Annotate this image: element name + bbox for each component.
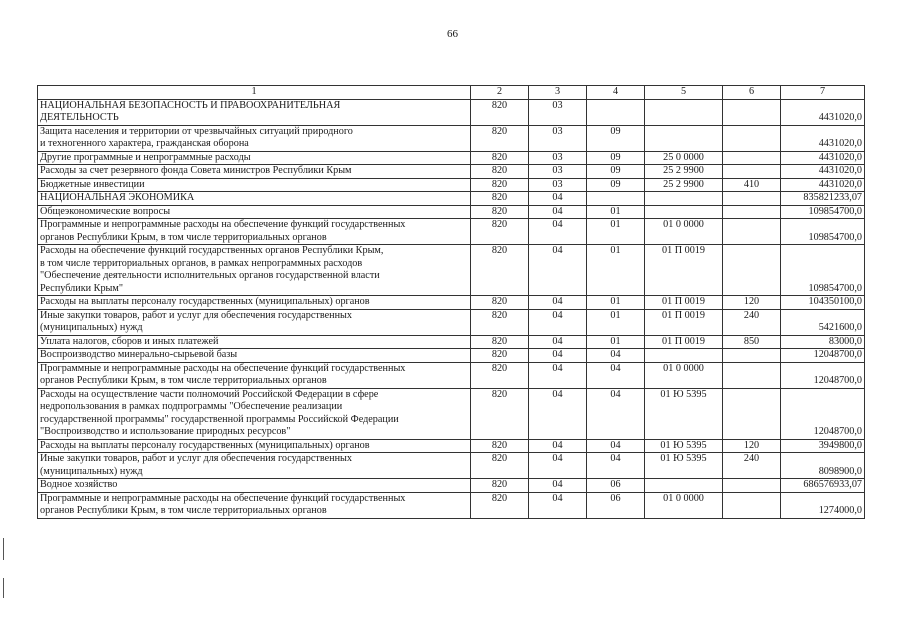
row-description: Водное хозяйство xyxy=(38,479,471,493)
row-ministry-code: 820 xyxy=(471,492,529,518)
scan-edge-mark xyxy=(3,538,4,560)
row-expense-type xyxy=(723,205,781,219)
row-target-code: 01 П 0019 xyxy=(645,309,723,335)
row-target-code xyxy=(645,205,723,219)
row-section-code: 04 xyxy=(529,479,587,493)
row-expense-type xyxy=(723,151,781,165)
row-expense-type xyxy=(723,245,781,296)
row-description: НАЦИОНАЛЬНАЯ БЕЗОПАСНОСТЬ И ПРАВООХРАНИТЕЛЬНАЯ ДЕЯТЕЛЬНОСТЬ xyxy=(38,99,471,125)
row-description: Программные и непрограммные расходы на обеспечение функций государственных органов Республики Крым, в том числе территориальных органов xyxy=(38,219,471,245)
row-description: Воспроизводство минерально-сырьевой базы xyxy=(38,349,471,363)
row-section-code: 04 xyxy=(529,219,587,245)
row-expense-type: 120 xyxy=(723,296,781,310)
table-row xyxy=(38,219,865,245)
row-expense-type xyxy=(723,492,781,518)
row-ministry-code: 820 xyxy=(471,362,529,388)
table-row xyxy=(38,492,865,518)
row-subsection-code: 01 xyxy=(587,296,645,310)
row-amount: 4431020,0 xyxy=(781,99,865,125)
row-ministry-code: 820 xyxy=(471,99,529,125)
row-target-code xyxy=(645,192,723,206)
row-target-code: 01 П 0019 xyxy=(645,245,723,296)
table-row xyxy=(38,165,865,179)
table-row xyxy=(38,178,865,192)
row-expense-type xyxy=(723,99,781,125)
row-amount: 686576933,07 xyxy=(781,479,865,493)
row-amount: 4431020,0 xyxy=(781,125,865,151)
row-amount: 1274000,0 xyxy=(781,492,865,518)
row-target-code: 01 0 0000 xyxy=(645,362,723,388)
row-section-code: 04 xyxy=(529,309,587,335)
row-section-code: 04 xyxy=(529,296,587,310)
row-subsection-code: 04 xyxy=(587,439,645,453)
row-ministry-code: 820 xyxy=(471,219,529,245)
row-amount: 4431020,0 xyxy=(781,178,865,192)
row-amount: 12048700,0 xyxy=(781,362,865,388)
row-target-code xyxy=(645,349,723,363)
table-row xyxy=(38,439,865,453)
header-cell: 2 xyxy=(471,86,529,100)
row-amount: 12048700,0 xyxy=(781,349,865,363)
row-section-code: 04 xyxy=(529,335,587,349)
row-target-code: 01 П 0019 xyxy=(645,296,723,310)
row-amount: 8098900,0 xyxy=(781,453,865,479)
row-target-code: 01 0 0000 xyxy=(645,492,723,518)
row-target-code: 01 Ю 5395 xyxy=(645,439,723,453)
row-subsection-code xyxy=(587,192,645,206)
row-expense-type xyxy=(723,165,781,179)
row-amount: 109854700,0 xyxy=(781,219,865,245)
row-ministry-code: 820 xyxy=(471,125,529,151)
row-description: Расходы на осуществление части полномочий Российской Федерации в сфере недропользования в рамках подпрограммы "Обеспечение реализации государственной программы" государственной программы Российской Федерации "Воспроизводство и использование природных ресурсов" xyxy=(38,388,471,439)
row-section-code: 04 xyxy=(529,349,587,363)
row-description: Защита населения и территории от чрезвычайных ситуаций природного и техногенного характера, гражданская оборона xyxy=(38,125,471,151)
row-section-code: 04 xyxy=(529,245,587,296)
row-expense-type xyxy=(723,349,781,363)
row-amount: 5421600,0 xyxy=(781,309,865,335)
row-description: Расходы на выплаты персоналу государственных (муниципальных) органов xyxy=(38,439,471,453)
budget-table xyxy=(37,85,865,519)
row-section-code: 04 xyxy=(529,492,587,518)
row-ministry-code: 820 xyxy=(471,335,529,349)
row-expense-type xyxy=(723,479,781,493)
row-subsection-code: 01 xyxy=(587,335,645,349)
header-cell: 7 xyxy=(781,86,865,100)
header-cell: 6 xyxy=(723,86,781,100)
row-section-code: 04 xyxy=(529,362,587,388)
row-section-code: 04 xyxy=(529,388,587,439)
row-amount: 109854700,0 xyxy=(781,205,865,219)
row-description: Общеэкономические вопросы xyxy=(38,205,471,219)
table-row xyxy=(38,296,865,310)
row-description: Иные закупки товаров, работ и услуг для обеспечения государственных (муниципальных) нужд xyxy=(38,309,471,335)
row-target-code: 01 П 0019 xyxy=(645,335,723,349)
row-section-code: 03 xyxy=(529,165,587,179)
row-amount: 835821233,07 xyxy=(781,192,865,206)
row-section-code: 04 xyxy=(529,205,587,219)
row-subsection-code: 01 xyxy=(587,205,645,219)
table-row xyxy=(38,125,865,151)
row-subsection-code: 06 xyxy=(587,492,645,518)
row-amount: 12048700,0 xyxy=(781,388,865,439)
row-ministry-code: 820 xyxy=(471,479,529,493)
row-amount: 4431020,0 xyxy=(781,165,865,179)
row-target-code: 01 Ю 5395 xyxy=(645,453,723,479)
row-section-code: 03 xyxy=(529,99,587,125)
table-row xyxy=(38,205,865,219)
row-section-code: 04 xyxy=(529,453,587,479)
row-subsection-code: 04 xyxy=(587,349,645,363)
table-row xyxy=(38,192,865,206)
row-expense-type xyxy=(723,219,781,245)
row-ministry-code: 820 xyxy=(471,296,529,310)
row-description: Другие программные и непрограммные расходы xyxy=(38,151,471,165)
row-target-code: 01 Ю 5395 xyxy=(645,388,723,439)
row-expense-type: 850 xyxy=(723,335,781,349)
row-section-code: 03 xyxy=(529,125,587,151)
row-description: Уплата налогов, сборов и иных платежей xyxy=(38,335,471,349)
row-description: Расходы на обеспечение функций государственных органов Республики Крым, в том числе территориальных органов, в рамках непрограммных расходов "Обеспечение деятельности исполнительных органов государственной власти Республики Крым" xyxy=(38,245,471,296)
row-ministry-code: 820 xyxy=(471,151,529,165)
row-ministry-code: 820 xyxy=(471,165,529,179)
row-target-code: 25 2 9900 xyxy=(645,178,723,192)
row-subsection-code xyxy=(587,99,645,125)
row-subsection-code: 01 xyxy=(587,219,645,245)
row-ministry-code: 820 xyxy=(471,349,529,363)
row-expense-type xyxy=(723,388,781,439)
table-row xyxy=(38,151,865,165)
row-expense-type: 120 xyxy=(723,439,781,453)
table-row xyxy=(38,349,865,363)
row-ministry-code: 820 xyxy=(471,453,529,479)
row-description: Расходы за счет резервного фонда Совета министров Республики Крым xyxy=(38,165,471,179)
row-subsection-code: 09 xyxy=(587,165,645,179)
row-amount: 4431020,0 xyxy=(781,151,865,165)
row-ministry-code: 820 xyxy=(471,388,529,439)
row-description: Расходы на выплаты персоналу государственных (муниципальных) органов xyxy=(38,296,471,310)
row-section-code: 04 xyxy=(529,439,587,453)
row-subsection-code: 04 xyxy=(587,388,645,439)
row-ministry-code: 820 xyxy=(471,309,529,335)
scan-edge-mark xyxy=(3,578,4,598)
row-target-code xyxy=(645,125,723,151)
row-section-code: 03 xyxy=(529,151,587,165)
table-row xyxy=(38,335,865,349)
row-expense-type xyxy=(723,192,781,206)
row-subsection-code: 01 xyxy=(587,245,645,296)
header-cell: 4 xyxy=(587,86,645,100)
row-expense-type xyxy=(723,125,781,151)
row-description: Бюджетные инвестиции xyxy=(38,178,471,192)
row-section-code: 03 xyxy=(529,178,587,192)
row-subsection-code: 04 xyxy=(587,453,645,479)
row-amount: 109854700,0 xyxy=(781,245,865,296)
row-target-code: 01 0 0000 xyxy=(645,219,723,245)
row-target-code: 25 0 0000 xyxy=(645,151,723,165)
row-amount: 104350100,0 xyxy=(781,296,865,310)
row-description: НАЦИОНАЛЬНАЯ ЭКОНОМИКА xyxy=(38,192,471,206)
row-target-code: 25 2 9900 xyxy=(645,165,723,179)
row-subsection-code: 04 xyxy=(587,362,645,388)
table-row xyxy=(38,479,865,493)
row-subsection-code: 06 xyxy=(587,479,645,493)
row-expense-type xyxy=(723,362,781,388)
table-row xyxy=(38,245,865,296)
table-row xyxy=(38,309,865,335)
row-ministry-code: 820 xyxy=(471,245,529,296)
table-row xyxy=(38,99,865,125)
row-description: Программные и непрограммные расходы на обеспечение функций государственных органов Республики Крым, в том числе территориальных органов xyxy=(38,362,471,388)
row-ministry-code: 820 xyxy=(471,192,529,206)
row-ministry-code: 820 xyxy=(471,205,529,219)
row-amount: 3949800,0 xyxy=(781,439,865,453)
row-description: Иные закупки товаров, работ и услуг для обеспечения государственных (муниципальных) нужд xyxy=(38,453,471,479)
row-expense-type: 240 xyxy=(723,309,781,335)
row-target-code xyxy=(645,479,723,493)
row-subsection-code: 09 xyxy=(587,151,645,165)
header-row xyxy=(38,86,865,100)
row-expense-type: 410 xyxy=(723,178,781,192)
table-row xyxy=(38,362,865,388)
row-amount: 83000,0 xyxy=(781,335,865,349)
row-ministry-code: 820 xyxy=(471,439,529,453)
table-row xyxy=(38,453,865,479)
table-row xyxy=(38,388,865,439)
row-ministry-code: 820 xyxy=(471,178,529,192)
row-description: Программные и непрограммные расходы на обеспечение функций государственных органов Республики Крым, в том числе территориальных органов xyxy=(38,492,471,518)
page-number: 66 xyxy=(447,28,458,40)
row-subsection-code: 09 xyxy=(587,178,645,192)
row-target-code xyxy=(645,99,723,125)
row-expense-type: 240 xyxy=(723,453,781,479)
header-cell: 1 xyxy=(38,86,471,100)
header-cell: 5 xyxy=(645,86,723,100)
header-cell: 3 xyxy=(529,86,587,100)
row-section-code: 04 xyxy=(529,192,587,206)
row-subsection-code: 01 xyxy=(587,309,645,335)
row-subsection-code: 09 xyxy=(587,125,645,151)
